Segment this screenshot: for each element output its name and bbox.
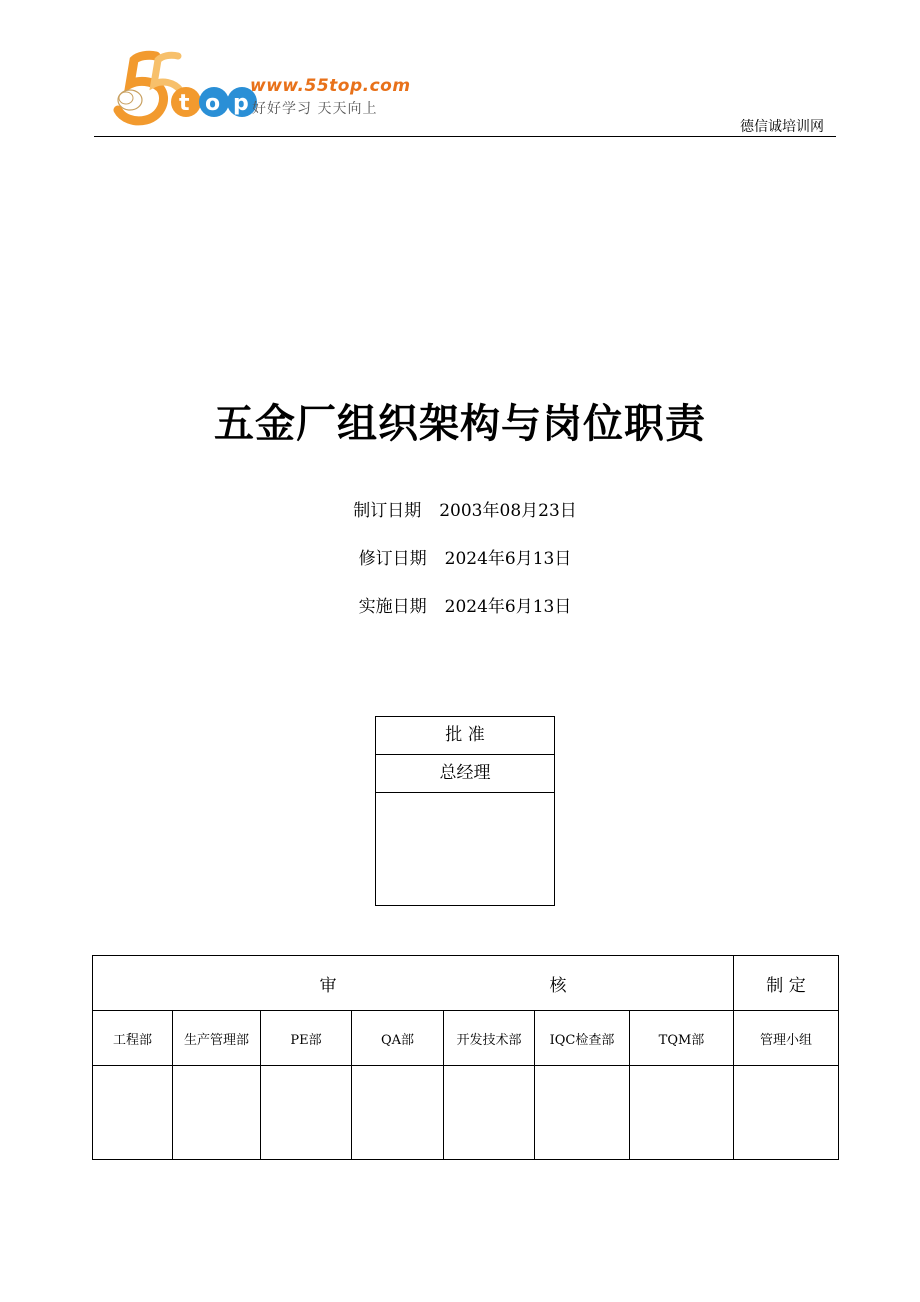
signature-cell [630, 1066, 734, 1160]
date-line-revised [0, 546, 920, 594]
signature-cell [444, 1066, 535, 1160]
dept-cell: QA部 [352, 1011, 444, 1066]
date-label: 修订日期 [358, 549, 427, 569]
signature-cell [352, 1066, 444, 1160]
dept-cell: 工程部 [93, 1011, 173, 1066]
review-label-right: 核 [549, 975, 567, 996]
document-title: 五金厂组织架构与岗位职责 [214, 401, 706, 447]
department-row [93, 1011, 839, 1066]
approval-role: 总经理 [376, 755, 554, 793]
dept-cell: 开发技术部 [444, 1011, 535, 1066]
signature-cell [93, 1066, 173, 1160]
signature-cell [261, 1066, 352, 1160]
signature-cell [734, 1066, 839, 1160]
svg-text:o: o [205, 91, 221, 116]
signature-row [93, 1066, 839, 1160]
dept-cell: 生产管理部 [173, 1011, 261, 1066]
approval-signature-area [376, 793, 554, 905]
dept-cell: IQC检查部 [535, 1011, 630, 1066]
logo-slogan: 好好学习 天天向上 [252, 101, 378, 117]
dept-cell: TQM部 [630, 1011, 734, 1066]
review-table [92, 955, 839, 1160]
date-value: 2024年6月13日 [444, 549, 572, 569]
signature-cell [173, 1066, 261, 1160]
svg-text:p: p [233, 91, 249, 116]
approval-box [375, 716, 555, 906]
date-line-effective [0, 594, 920, 642]
svg-text:t: t [179, 91, 190, 116]
maker-cell: 管理小组 [734, 1011, 839, 1066]
header-rule [94, 136, 836, 137]
document-dates [0, 498, 920, 642]
site-name: 德信诚培训网 [740, 119, 824, 135]
date-label: 制订日期 [353, 501, 422, 521]
date-value: 2003年08月23日 [439, 501, 577, 521]
date-label: 实施日期 [358, 597, 427, 617]
signature-cell [535, 1066, 630, 1160]
make-header-cell: 制 定 [734, 956, 839, 1011]
logo-url-text: www.55top.com [250, 76, 411, 96]
date-line-created [0, 498, 920, 546]
review-table-header-row [93, 956, 839, 1011]
dept-cell: PE部 [261, 1011, 352, 1066]
approval-heading: 批 准 [376, 717, 554, 755]
review-label-left: 审 [319, 975, 337, 996]
review-header-cell [93, 956, 734, 1011]
date-value: 2024年6月13日 [444, 597, 572, 617]
